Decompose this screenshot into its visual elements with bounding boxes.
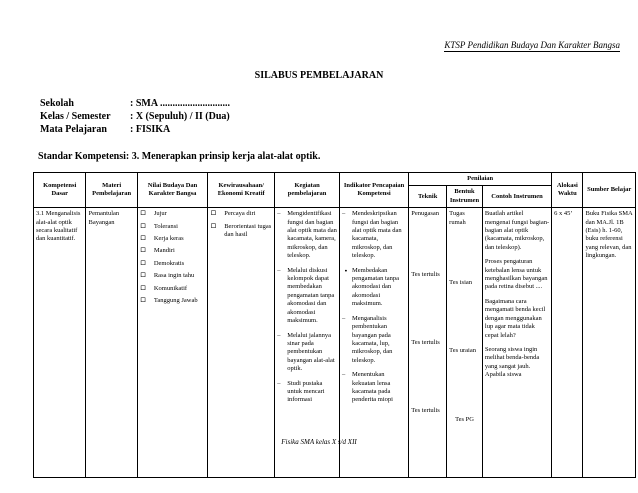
- page-footer: Fisika SMA kelas X s/d XII: [281, 438, 357, 446]
- bentuk-item: Tes isian: [449, 279, 473, 287]
- page-title: SILABUS PEMBELAJARAN: [254, 70, 384, 81]
- nilai-item: ▫ Toleransi: [140, 223, 205, 231]
- kegiatan-item: – Studi pustaka untuk mencari informasi: [277, 380, 337, 405]
- header-sumber: Sumber Belajar: [583, 173, 636, 208]
- contoh-item: Seorang siswa ingin melihat benda-benda yang sangat jauh. Apabila siswa: [484, 345, 540, 379]
- nilai-item: ▫ Kerja keras: [140, 235, 205, 243]
- meta-value: : SMA ............................: [130, 98, 230, 109]
- cell-sumber: Buku Fisika SMA dan MA.Jl. 1B (Esis) h. 1-60, buku referensi yang relevan, dan lingkungan.: [583, 208, 636, 478]
- header-contoh: Contoh Instrumen: [482, 186, 551, 208]
- cell-alokasi: 6 x 45’: [552, 208, 583, 478]
- contoh-item: Proses pengaturan ketebalan lensa untuk menghasilkan bayangan pada retina disebut ....: [484, 258, 548, 291]
- document-header-right: KTSP Pendidikan Budaya Dan Karakter Bangsa: [444, 40, 620, 50]
- header-materi: Materi Pembelajaran: [86, 173, 137, 208]
- syllabus-table: [33, 172, 636, 478]
- header-kegiatan: Kegiatan pembelajaran: [275, 173, 340, 208]
- standar-kompetensi: Standar Kompetensi: 3. Menerapkan prinsip kerja alat-alat optik.: [38, 151, 321, 162]
- table-header-row: [34, 173, 636, 186]
- header-kewirausahaan: Kewirausahaan/ Ekonomi Kreatif: [208, 173, 275, 208]
- teknik-item: Tes tertulis: [411, 270, 440, 278]
- teknik-item: Tes tertulis: [411, 407, 440, 415]
- header-nilai: Nilai Budaya Dan Karakter Bangsa: [137, 173, 207, 208]
- bentuk-item: Tugas rumah: [449, 210, 466, 226]
- cell-materi: Pemantulan Bayangan: [86, 208, 137, 478]
- indikator-item: • Membedakan pengamatan tanpa akomodasi dan akomodasi maksimum.: [342, 267, 406, 309]
- indikator-item: – Mendeskripsikan fungsi dan bagian alat optik mata dan kacamata, mikroskop, dan teleskop.: [342, 210, 406, 260]
- indikator-item: – Menentukan kekuatan lensa kacamata pada penderita miopi: [342, 371, 406, 405]
- kegiatan-item: – Melalui jalannya sinar pada pembentukan bayangan alat-alat optik.: [277, 332, 337, 374]
- kegiatan-item: – Melalui diskusi kelompok dapat membedakan pengamatan tanpa akomodasi dan akomodasi maksimum.: [277, 267, 337, 326]
- meta-row-mapel: [40, 123, 230, 136]
- school-meta: [40, 97, 230, 136]
- meta-key: Mata Pelajaran: [40, 124, 107, 135]
- meta-value: : X (Sepuluh) / II (Dua): [130, 111, 230, 122]
- contoh-item: Bagaimana cara mengamati benda kecil dengan menggunakan lup agar mata tidak cepat lelah?: [484, 297, 546, 339]
- meta-value: : FISIKA: [130, 124, 171, 135]
- nilai-item: ▫ Demokratis: [140, 260, 205, 268]
- meta-row-sekolah: [40, 97, 230, 110]
- kegiatan-item: – Mengidentifikasi fungsi dan bagian alat optik mata dan kacamata, kamera, mikroskop, dan teleskop.: [277, 210, 337, 260]
- nilai-item: ▫ Rasa ingin tahu: [140, 272, 205, 280]
- nilai-item: ▫ Tanggung Jawab: [140, 297, 205, 305]
- nilai-item: ▫ Komunikatif: [140, 285, 205, 293]
- meta-key: Sekolah: [40, 98, 74, 109]
- header-alokasi: Alokasi Waktu: [552, 173, 583, 208]
- nilai-item: ▫ Jujur: [140, 210, 205, 218]
- cell-kompetensi-dasar: 3.1 Menganalisis alat-alat optik secara kualitatif dan kuantitatif.: [34, 208, 86, 478]
- contoh-item: Buatlah artikel mengenai fungsi bagian-bagian alat optik (kacamata, mikroskop, dan teleskop).: [484, 210, 550, 251]
- kewirausahaan-item: ▫ Berorientasi tugas dan hasil: [210, 223, 272, 240]
- bentuk-item: Tes uraian: [449, 347, 476, 355]
- header-bentuk: Bentuk Instrumen: [447, 186, 483, 208]
- header-kompetensi-dasar: Kompetensi Dasar: [34, 173, 86, 208]
- teknik-item: Tes tertulis: [411, 339, 440, 347]
- nilai-item: ▫ Mandiri: [140, 247, 205, 255]
- teknik-item: Penugasan: [411, 210, 440, 218]
- bentuk-item: Tes PG: [455, 415, 474, 423]
- header-penilaian: Penilaian: [409, 173, 552, 186]
- kewirausahaan-item: ▫ Percaya diri: [210, 210, 272, 218]
- indikator-item: – Menganalisis pembentukan bayangan pada kacamata, lup, mikroskop, dan teleskop.: [342, 315, 406, 365]
- header-teknik: Teknik: [409, 186, 447, 208]
- header-indikator: Indikator Pencapaian Kompetensi: [339, 173, 408, 208]
- meta-row-kelas: [40, 110, 230, 123]
- meta-key: Kelas / Semester: [40, 111, 111, 122]
